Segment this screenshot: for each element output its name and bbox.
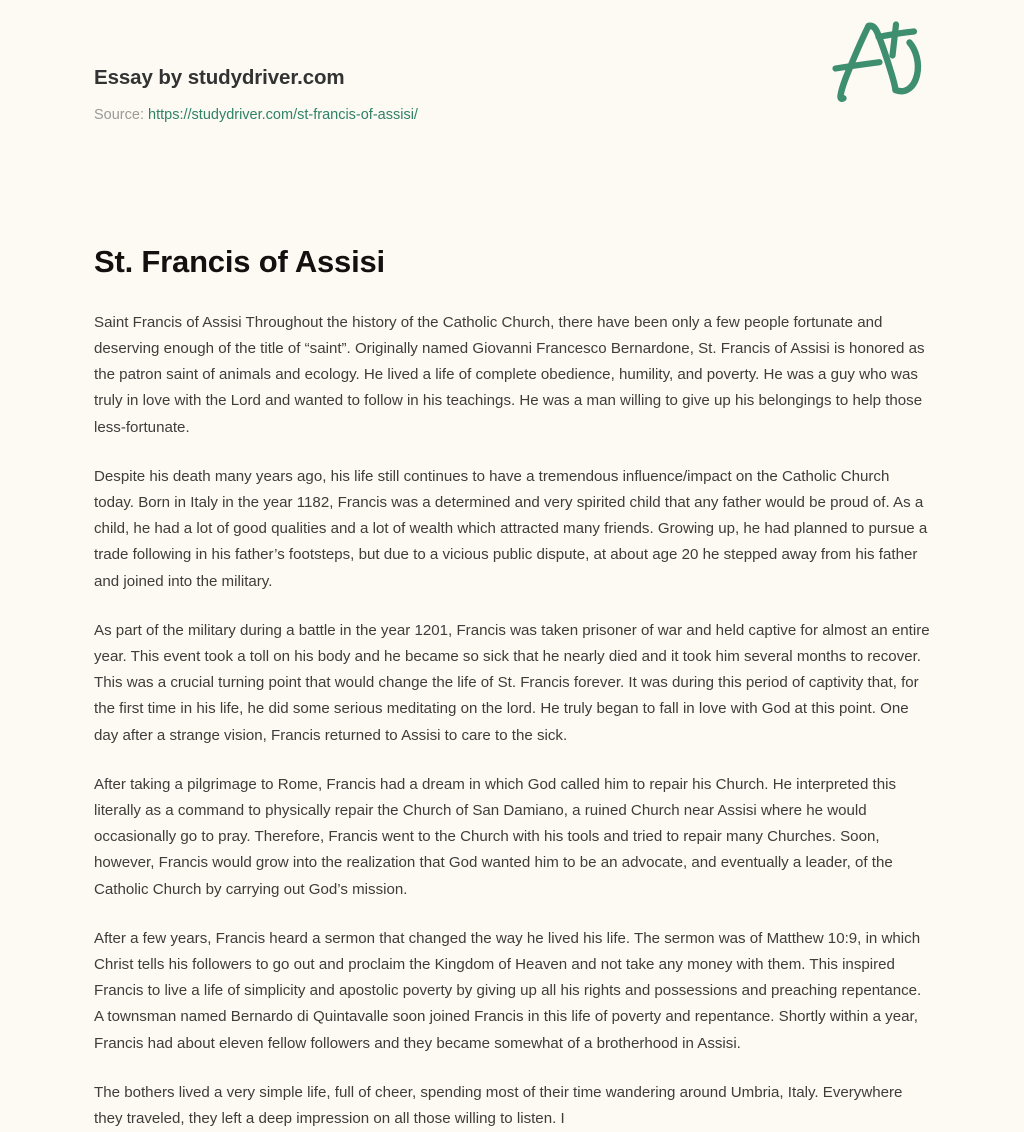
byline: Essay by studydriver.com: [94, 66, 345, 89]
source-label: Source:: [94, 106, 144, 123]
paragraph: Saint Francis of Assisi Throughout the history of the Catholic Church, there have been only a few people fortunate and deserving enough of the title of “saint”. Originally named Giovanni Francesco Bernardone, St. Francis of Assisi is honored as the patron saint of animals and ecology. He lived a life of complete obedience, humility, and poverty. He was a guy who was truly in love with the Lord and wanted to follow in his teachings. He was a man willing to give up his belongings to help those less-fortunate.: [94, 313, 925, 436]
article-body: [94, 310, 932, 1132]
source-url-link[interactable]: https://studydriver.com/st-francis-of-assisi/: [148, 106, 418, 123]
source-line: [94, 107, 930, 124]
paragraph: After taking a pilgrimage to Rome, Francis had a dream in which God called him to repair his Church. He interpreted this literally as a command to physically repair the Church of San Damiano, a ruined Church near Assisi where he would occasionally go to pray. Therefore, Francis went to the Church with his tools and tried to repair many Churches. Soon, however, Francis would grow into the realization that God wanted him to be an advocate, and eventually a leader, of the Catholic Church by carrying out God’s mission.: [94, 775, 897, 898]
paragraph: The bothers lived a very simple life, full of cheer, spending most of their time wandering around Umbria, Italy. Everywhere they traveled, they left a deep impression on all those willing to listen. I: [94, 1083, 903, 1128]
paragraph: After a few years, Francis heard a sermon that changed the way he lived his life. The sermon was of Matthew 10:9, in which Christ tells his followers to go out and proclaim the Kingdom of Heaven and not take any money with them. This inspired Francis to live a life of simplicity and apostolic poverty by giving up all his rights and possessions and preaching repentance. A townsman named Bernardo di Quintavalle soon joined Francis in this life of poverty and repentance. Shortly within a year, Francis had about eleven fellow followers and they became somewhat of a brotherhood in Assisi.: [94, 929, 922, 1052]
paragraph: Despite his death many years ago, his life still continues to have a tremendous influence/impact on the Catholic Church today. Born in Italy in the year 1182, Francis was a determined and very spirited child that any father would be proud of. As a child, he had a lot of good qualities and a lot of wealth which attracted many friends. Growing up, he had planned to pursue a trade following in his father’s footsteps, but due to a vicious public dispute, at about age 20 he stepped away from his father and joined into the military.: [94, 467, 928, 590]
paragraph: As part of the military during a battle in the year 1201, Francis was taken prisoner of war and held captive for almost an entire year. This event took a toll on his body and he became so sick that he nearly died and it took him several months to recover. This was a crucial turning point that would change the life of St. Francis forever. It was during this period of captivity that, for the first time in his life, he did some serious meditating on the lord. He truly began to fall in love with God at this point. One day after a strange vision, Francis returned to Assisi to care to the sick.: [94, 621, 930, 744]
page-title: St. Francis of Assisi: [94, 244, 385, 279]
article: [94, 243, 932, 1132]
studydriver-a-plus-logo-icon: [822, 6, 928, 106]
page-header: [94, 66, 930, 186]
